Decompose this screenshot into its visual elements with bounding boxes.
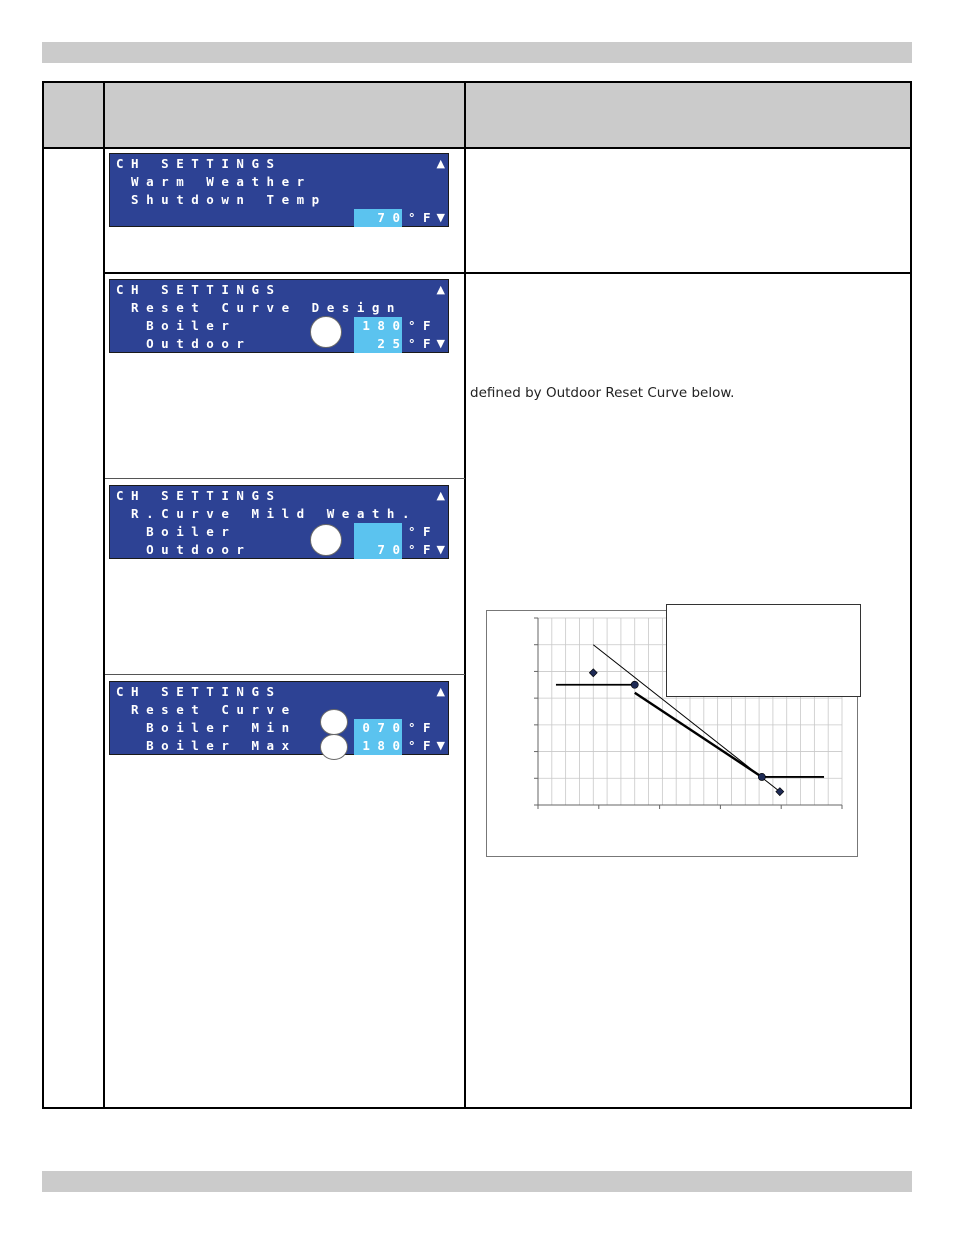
down-arrow-icon[interactable]: ▼ [436, 739, 445, 752]
boiler-max-value[interactable]: 1 8 0 [362, 738, 400, 753]
lcd-line-4: O u t d o o r [116, 336, 244, 351]
table-header-row [44, 83, 910, 148]
lcd-line-3: B o i l e r [116, 524, 229, 539]
down-arrow-icon[interactable]: ▼ [436, 543, 445, 556]
unit-label: ° F [408, 318, 431, 333]
mild-outdoor-value[interactable]: 7 0 [377, 542, 400, 557]
lcd-line-title: C H S E T T I N G S [116, 684, 275, 699]
lcd-line-2: R e s e t C u r v e D e s i g n [116, 300, 395, 315]
bottom-footer-bar [42, 1171, 912, 1192]
unit-label: ° F [408, 336, 431, 351]
curve-marker-dot [631, 681, 638, 688]
lcd-line-4: O u t d o o r [116, 542, 244, 557]
shutdown-temp-value[interactable]: 7 0 [377, 210, 400, 225]
up-arrow-icon[interactable]: ▲ [436, 489, 445, 502]
lcd-reset-curve-design [109, 279, 449, 353]
row-divider-2 [105, 478, 465, 479]
design-boiler-value[interactable]: 1 8 0 [362, 318, 400, 333]
lcd-line-2: R . C u r v e M i l d W e a t h . [116, 506, 410, 521]
unit-label: ° F [408, 210, 431, 225]
reset-curve-line [635, 693, 762, 777]
knob-callout-icon [310, 316, 342, 348]
lcd-line-title: C H S E T T I N G S [116, 156, 275, 171]
curve-marker-dot [758, 773, 765, 780]
lcd-line-title: C H S E T T I N G S [116, 282, 275, 297]
lcd-curve-mild-weather [109, 485, 449, 559]
column-divider-2 [464, 83, 466, 1107]
unit-label: ° F [408, 738, 431, 753]
lcd-line-4: B o i l e r M a x [116, 738, 290, 753]
knob-callout-icon [310, 524, 342, 556]
top-header-bar [42, 42, 912, 63]
lcd-reset-curve-limits [109, 681, 449, 755]
header-row-divider [44, 147, 910, 149]
knob-callout-icon [320, 734, 348, 760]
up-arrow-icon[interactable]: ▲ [436, 283, 445, 296]
lcd-line-2: R e s e t C u r v e [116, 702, 290, 717]
lcd-line-3: S h u t d o w n T e m p [116, 192, 320, 207]
lcd-line-title: C H S E T T I N G S [116, 488, 275, 503]
boiler-min-value[interactable]: 0 7 0 [362, 720, 400, 735]
up-arrow-icon[interactable]: ▲ [436, 685, 445, 698]
lcd-warm-weather-shutdown [109, 153, 449, 227]
down-arrow-icon[interactable]: ▼ [436, 211, 445, 224]
row-divider-1 [103, 272, 910, 274]
column-divider-1 [103, 83, 105, 1107]
chart-legend-box [666, 604, 861, 697]
knob-callout-icon [320, 709, 348, 735]
lcd-line-3: B o i l e r M i n [116, 720, 290, 735]
down-arrow-icon[interactable]: ▼ [436, 337, 445, 350]
unit-label: ° F [408, 524, 431, 539]
mild-boiler-value[interactable] [354, 523, 404, 541]
settings-table [42, 81, 912, 1109]
design-outdoor-value[interactable]: 2 5 [377, 336, 400, 351]
unit-label: ° F [408, 542, 431, 557]
reset-curve-note: defined by Outdoor Reset Curve below. [470, 385, 735, 401]
up-arrow-icon[interactable]: ▲ [436, 157, 445, 170]
lcd-line-2: W a r m W e a t h e r [116, 174, 305, 189]
curve-marker-diamond [589, 669, 597, 677]
row-divider-3 [105, 674, 465, 675]
unit-label: ° F [408, 720, 431, 735]
lcd-line-3: B o i l e r [116, 318, 229, 333]
